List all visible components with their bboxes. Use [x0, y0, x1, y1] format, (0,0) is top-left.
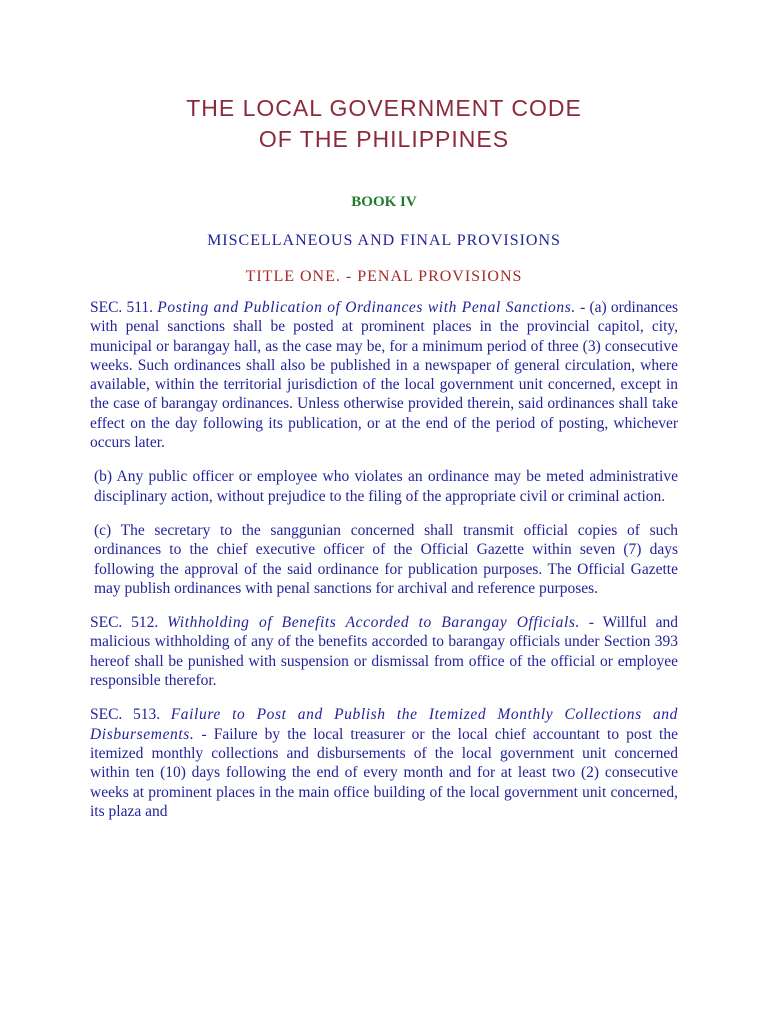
section-511-paragraph-a — [90, 298, 678, 452]
book-heading: BOOK IV — [351, 194, 417, 210]
section-513-paragraph — [90, 705, 678, 821]
code-title — [90, 0, 678, 155]
section-511-paragraph-c: (c) The secretary to the sanggunian concerned shall transmit official copies of such ordinances to the chief executive officer of the Official Gazette within seven (7) days following the approval of the said ordinance for publication purposes. The Official Gazette may publish ordinances with penal sanctions for archival and reference purposes. — [94, 521, 678, 597]
section-512-text: - Willful and malicious withholding of any of the benefits accorded to barangay officials under Section 393 hereof shall be punished with suspension or dismissal from office of the official or employee responsible therefor. — [90, 614, 678, 690]
section-512-paragraph — [90, 613, 678, 690]
title-heading: TITLE ONE. - PENAL PROVISIONS — [245, 268, 523, 285]
section-513-label: SEC. 513. — [90, 706, 161, 724]
section-511-text-a: - (a) ordinances with penal sanctions shall be posted at prominent places in the provincial capitol, city, municipal or barangay hall, as the case may be, for a minimum period of three (3) consecutive weeks. Such ordinances shall also be published in a newspaper of general circulation, where available, within the territorial jurisdiction of the local government unit concerned, except in the case of barangay ordinances. Unless otherwise provided therein, said ordinances shall take effect on the day following its publication, or at the end of the period of posting, whichever occurs later. — [90, 299, 679, 452]
section-512-label: SEC. 512. — [90, 614, 159, 632]
section-512-heading: Withholding of Benefits Accorded to Barangay Officials. — [167, 614, 581, 632]
section-511-label: SEC. 511. — [90, 299, 154, 316]
code-title-line2: OF THE PHILIPPINES — [258, 126, 510, 152]
section-511-heading: Posting and Publication of Ordinances with Penal Sanctions. — [157, 299, 576, 316]
code-title-line1: THE LOCAL GOVERNMENT CODE — [186, 95, 582, 121]
section-513-heading: Failure to Post and Publish the Itemized Monthly Collections and Disbursements. — [90, 706, 679, 743]
division-heading: MISCELLANEOUS AND FINAL PROVISIONS — [207, 232, 561, 249]
section-511-paragraph-b: (b) Any public officer or employee who violates an ordinance may be meted administrative disciplinary action, without prejudice to the filing of the appropriate civil or criminal action. — [94, 468, 678, 505]
section-513-text: - Failure by the local treasurer or the local chief accountant to post the itemized monthly collections and disbursements of the local government unit concerned within ten (10) days following the end of every month and for at least two (2) consecutive weeks at prominent places in the main office building of the local government unit concerned, its plaza and — [90, 725, 678, 820]
